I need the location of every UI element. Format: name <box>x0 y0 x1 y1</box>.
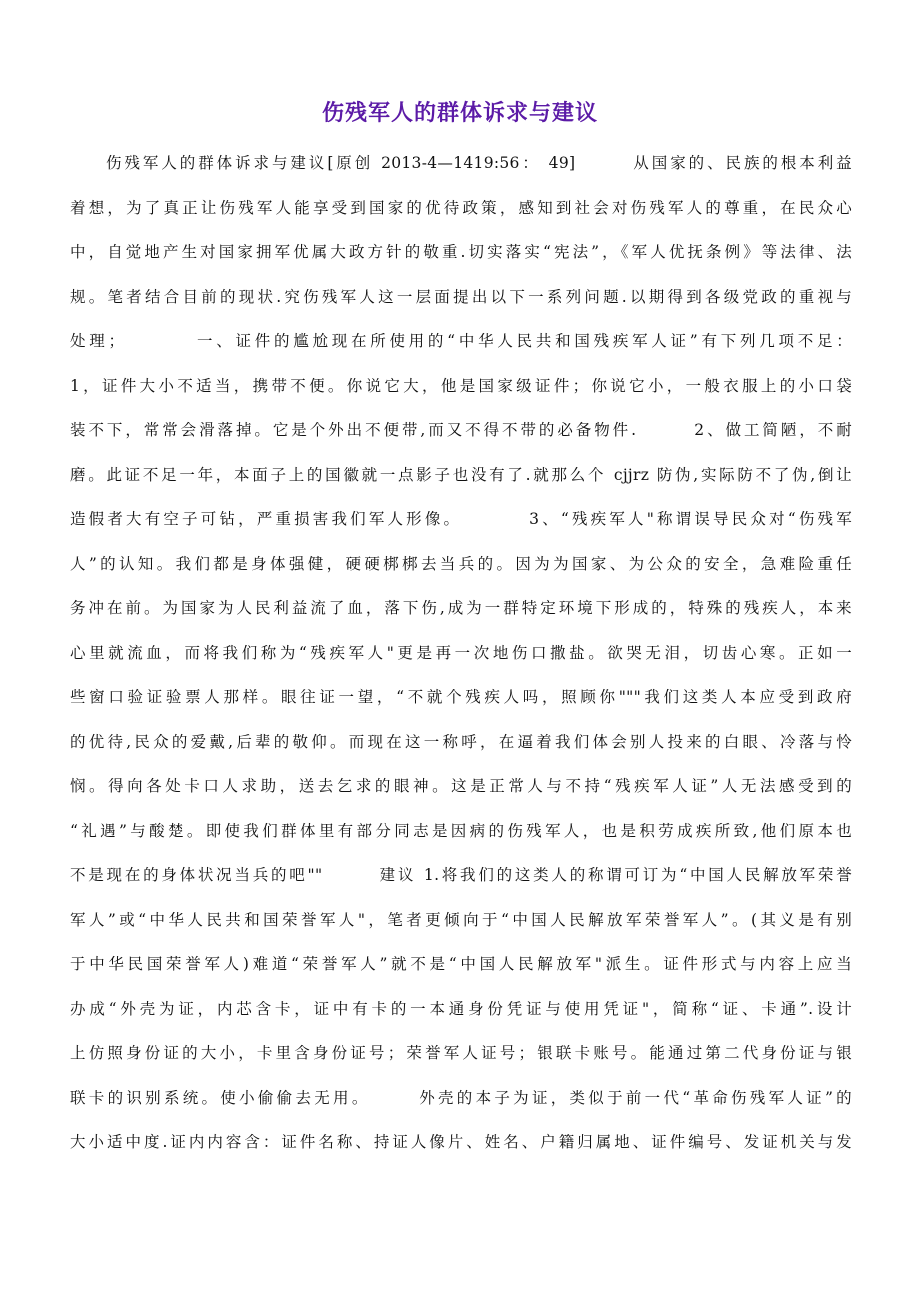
text-line: 办成“外壳为证，内芯含卡，证中有卡的一本通身份凭证与使用凭证"，简称“证、卡通”.设计 <box>70 999 852 1018</box>
text-line: 装不下，常常会滑落掉。它是个外出不便带,而又不得不带的必备物件. 2、做工简陋，不耐 <box>70 421 852 439</box>
text-line: 大小适中度.证内内容含：证件名称、持证人像片、姓名、户籍归属地、证件编号、发证机关与发 <box>70 1133 852 1151</box>
text-line: 的优待,民众的爱戴,后辈的敬仰。而现在这一称呼，在逼着我们体会别人投来的白眼、冷落与怜 <box>70 732 852 751</box>
text-line: 造假者大有空子可钻，严重损害我们军人形像。 3、“残疾军人"称谓误导民众对“伤残军 <box>70 510 852 528</box>
text-line: 不是现在的身体状况当兵的吧"" 建议 1.将我们的这类人的称谓可订为“中国人民解放军荣誉 <box>70 866 852 884</box>
text-line: 规。笔者结合目前的现状.究伤残军人这一层面提出以下一系列问题.以期得到各级党政的重视与 <box>70 287 852 306</box>
text-line: 伤残军人的群体诉求与建议[原创 2013-4—1419:56： 49] 从国家的、民族的根本利益 <box>106 154 852 172</box>
text-line: 处理； 一、证件的尴尬现在所使用的“中华人民共和国残疾军人证”有下列几项不足： <box>70 332 852 350</box>
text-line: 着想，为了真正让伤残军人能享受到国家的优待政策，感知到社会对伤残军人的尊重，在民众心 <box>70 198 852 217</box>
text-line: 中，自觉地产生对国家拥军优属大政方针的敬重.切实落实“宪法”，《军人优抚条例》等法律、法 <box>70 243 852 261</box>
text-line: 于中华民国荣誉军人)难道“荣誉军人”就不是“中国人民解放军"派生。证件形式与内容上应当 <box>70 955 852 973</box>
text-line: 磨。此证不足一年，本面子上的国徽就一点影子也没有了.就那么个 cjjrz 防伪,实际防不了伪,倒让 <box>70 465 852 484</box>
text-line: 心里就流血，而将我们称为“残疾军人"更是再一次地伤口撒盐。欲哭无泪，切齿心寒。正如一 <box>70 643 852 662</box>
text-line: 联卡的识别系统。使小偷偷去无用。 外壳的本子为证，类似于前一代“革命伤残军人证”的 <box>70 1088 852 1107</box>
text-line: 务冲在前。为国家为人民利益流了血，落下伤,成为一群特定环境下形成的，特殊的残疾人，本来 <box>70 599 852 617</box>
text-line: 1，证件大小不适当，携带不便。你说它大，他是国家级证件；你说它小，一般衣服上的小口袋 <box>70 376 852 395</box>
text-line: 悯。得向各处卡口人求助，送去乞求的眼神。这是正常人与不持“残疾军人证”人无法感受到的 <box>70 777 852 795</box>
text-line: “礼遇”与酸楚。即使我们群体里有部分同志是因病的伤残军人，也是积劳成疾所致,他们原本也 <box>70 821 852 840</box>
text-line: 人”的认知。我们都是身体强健，硬硬梆梆去当兵的。因为为国家、为公众的安全，急难险重任 <box>70 554 852 573</box>
text-line: 军人”或“中华人民共和国荣誉军人"，笔者更倾向于“中国人民解放军荣誉军人”。(其义是有别 <box>70 910 852 929</box>
document-title: 伤残军人的群体诉求与建议 <box>321 101 598 126</box>
document-body <box>70 146 852 1170</box>
text-line: 些窗口验证验票人那样。眼往证一望，“不就个残疾人吗，照顾你"""我们这类人本应受到政府 <box>70 688 852 706</box>
text-line: 上仿照身份证的大小，卡里含身份证号；荣誉军人证号；银联卡账号。能通过第二代身份证与银 <box>70 1044 852 1062</box>
